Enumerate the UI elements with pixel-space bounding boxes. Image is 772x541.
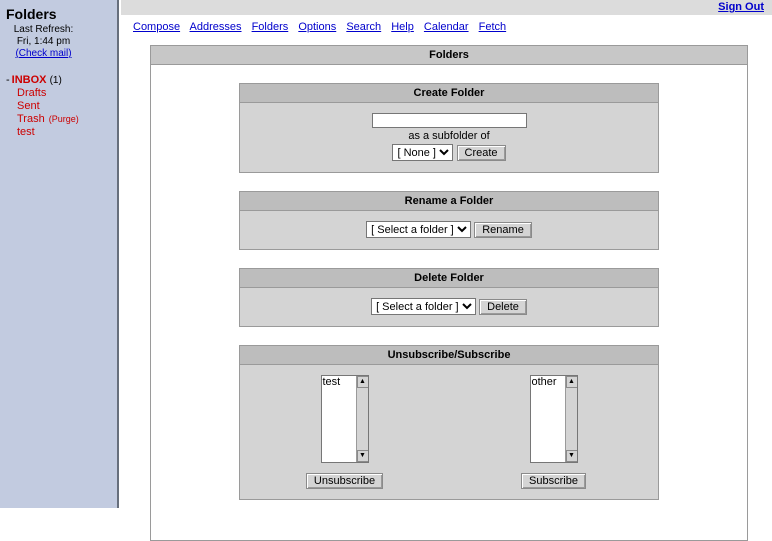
subscribe-panel <box>239 345 659 500</box>
unsubscribe-button[interactable]: Unsubscribe <box>306 473 383 489</box>
delete-folder-panel <box>239 268 659 327</box>
menu-item-fetch[interactable]: Fetch <box>478 21 507 33</box>
sidebar-folder-link[interactable]: Drafts <box>17 87 47 99</box>
subscribed-list-col <box>260 375 430 463</box>
create-button[interactable]: Create <box>457 145 506 161</box>
list-item[interactable]: other <box>531 376 557 388</box>
menu-item-addresses[interactable]: Addresses <box>189 21 242 33</box>
top-bar <box>121 0 772 15</box>
menu-item-options[interactable]: Options <box>298 21 337 33</box>
delete-button[interactable]: Delete <box>479 299 527 315</box>
last-refresh-label: Last Refresh: <box>13 24 74 35</box>
subscribe-body <box>240 365 658 499</box>
rename-folder-select[interactable] <box>366 221 471 238</box>
purge-link[interactable]: (Purge) <box>48 114 79 124</box>
sidebar-folder-list <box>0 74 117 139</box>
sidebar-folder-count: (1) <box>49 75 62 86</box>
sidebar-folder-link[interactable]: INBOX <box>11 74 47 86</box>
sidebar-item-sent[interactable] <box>6 100 117 113</box>
unsubscribed-folders-listbox[interactable] <box>530 375 578 463</box>
subscribe-button[interactable]: Subscribe <box>521 473 586 489</box>
menu-item-folders[interactable]: Folders <box>251 21 289 33</box>
sidebar-folder-link[interactable]: Sent <box>17 100 40 112</box>
create-folder-panel <box>239 83 659 173</box>
sidebar-item-test[interactable] <box>6 126 117 139</box>
main-area <box>121 0 772 508</box>
sidebar-refresh-block <box>0 24 117 60</box>
menu-item-calendar[interactable]: Calendar <box>423 21 469 33</box>
sidebar <box>0 0 119 508</box>
delete-folder-title: Delete Folder <box>240 269 658 288</box>
rename-folder-body <box>240 211 658 249</box>
create-folder-body <box>240 103 658 172</box>
sidebar-folder-link[interactable]: test <box>17 126 35 138</box>
scroll-up-arrow[interactable]: ▲ <box>357 376 369 388</box>
folders-panel-container <box>150 45 748 541</box>
check-mail-link[interactable]: (Check mail) <box>15 48 72 59</box>
listbox-scrollbar[interactable] <box>565 376 577 462</box>
scroll-down-arrow[interactable]: ▼ <box>357 450 369 462</box>
menu-item-compose[interactable]: Compose <box>133 21 181 33</box>
sidebar-item-trash[interactable] <box>6 113 117 126</box>
menu-item-help[interactable]: Help <box>391 21 414 33</box>
new-folder-name-input[interactable] <box>372 113 527 128</box>
menu-bar <box>121 15 772 33</box>
unsubscribed-list-col <box>469 375 639 463</box>
sidebar-folder-link[interactable]: Trash <box>17 113 45 125</box>
scroll-up-arrow[interactable]: ▲ <box>566 376 578 388</box>
sidebar-item-inbox[interactable] <box>6 74 117 87</box>
menu-item-search[interactable]: Search <box>346 21 382 33</box>
subscribe-title: Unsubscribe/Subscribe <box>240 346 658 365</box>
delete-folder-select[interactable] <box>371 298 476 315</box>
sidebar-item-drafts[interactable] <box>6 87 117 100</box>
list-item[interactable]: test <box>322 376 341 388</box>
rename-folder-title: Rename a Folder <box>240 192 658 211</box>
sidebar-title: Folders <box>6 6 57 22</box>
page-title: Folders <box>151 46 747 65</box>
scroll-down-arrow[interactable]: ▼ <box>566 450 578 462</box>
parent-folder-select[interactable] <box>392 144 453 161</box>
rename-folder-panel <box>239 191 659 250</box>
sign-out-link[interactable]: Sign Out <box>718 1 764 13</box>
subfolder-label: as a subfolder of <box>408 130 490 142</box>
create-folder-title: Create Folder <box>240 84 658 103</box>
subscribed-folders-listbox[interactable] <box>321 375 369 463</box>
tree-dash: - <box>6 74 10 86</box>
rename-button[interactable]: Rename <box>474 222 532 238</box>
listbox-scrollbar[interactable] <box>356 376 368 462</box>
last-refresh-time: Fri, 1:44 pm <box>16 36 71 47</box>
delete-folder-body <box>240 288 658 326</box>
